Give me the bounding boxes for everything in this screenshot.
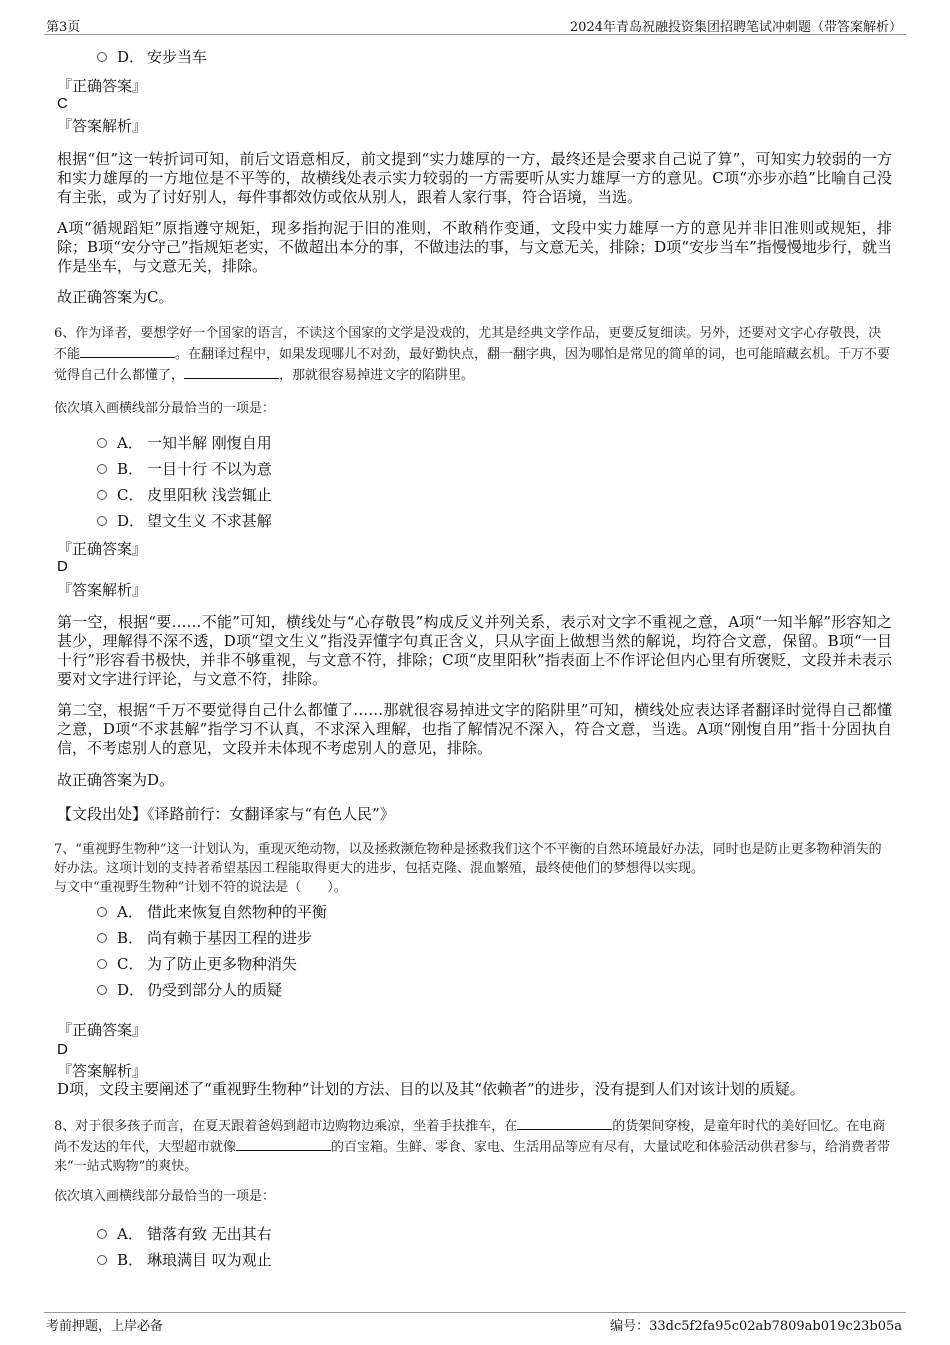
radio-icon[interactable]: [97, 490, 107, 500]
q6-source: 【文段出处】《译路前行：女翻译家与“有色人民”》: [57, 805, 395, 823]
q5-answer-label: 『正确答案』: [57, 77, 148, 95]
q7-option-c[interactable]: C． 为了防止更多物种消失: [97, 953, 297, 975]
q8-option-b[interactable]: B． 琳琅满目 叹为观止: [97, 1249, 272, 1271]
q7-stem: 7、“重视野生物种”这一计划认为，重现灭绝动物，以及拯救濒危物种是拯救我们这个不平衡的自然环境最好办法，同时也是防止更多物种消失的好办法。这项计划的支持者希望基因工程能取得更大的进步，包括克隆、混血繁殖，最终使他们的梦想得以实现。: [54, 842, 882, 876]
q5-analysis-p2: A项“循规蹈矩”原指遵守规矩，现多指拘泥于旧的准则，不敢稍作变通，文段中实力雄厚一方的意见并非旧准则或规矩，排除；B项“安分守己”指规矩老实，不做超出本分的事，不做违法的事，与文意无关，排除；D项“安步当车”指慢慢地步行，就当作是坐车，与文意无关，排除。: [57, 219, 892, 275]
q8-option-a[interactable]: A． 错落有致 无出其右: [97, 1223, 272, 1245]
q7-option-a[interactable]: A． 借此来恢复自然物种的平衡: [97, 901, 327, 923]
q7-option-d[interactable]: D． 仍受到部分人的质疑: [97, 979, 282, 1001]
q6-option-c[interactable]: C． 皮里阳秋 浅尝辄止: [97, 484, 272, 506]
radio-icon[interactable]: [97, 933, 107, 943]
q6-option-a[interactable]: A． 一知半解 刚愎自用: [97, 432, 272, 454]
q6-prompt: 依次填入画横线部分最恰当的一项是：: [54, 401, 276, 416]
page-number: 第3页: [46, 20, 81, 35]
q6-answer-label: 『正确答案』: [57, 540, 148, 558]
q5-option-d[interactable]: D． 安步当车: [97, 46, 207, 68]
radio-icon[interactable]: [97, 985, 107, 995]
q7-answer-label: 『正确答案』: [57, 1021, 148, 1039]
q6-analysis-p2: 第二空，根据“千万不要觉得自己什么都懂了……那就很容易掉进文字的陷阱里”可知，横线处应表达译者翻译时觉得自己都懂之意，D项“不求甚解”指学习不认真，不求深入理解，也指了解情况不深入，符合文意，当选。A项“刚愎自用”指十分固执自信，不考虑别人的意见，文段并未体现不考虑别人的意见，排除。: [57, 701, 892, 757]
radio-icon[interactable]: [97, 907, 107, 917]
q8-stem: 8、对于很多孩子而言，在夏天跟着爸妈到超市边购物边乘凉，坐着手扶推车，在 的货架间穿梭，是童年时代的美好回忆。在电商尚不发达的年代，大型超市就像 的百宝箱。生鲜、零食、家电、生活用品等应有尽有，大量试吃和体验活动供君参与，给消费者带来“一站式购物”的爽快。: [54, 1115, 894, 1176]
q7-option-b[interactable]: B． 尚有赖于基因工程的进步: [97, 927, 312, 949]
q5-answer: C: [57, 95, 68, 112]
q6-blank-2: [184, 364, 279, 379]
q6-analysis-p3: 故正确答案为D。: [57, 771, 175, 789]
q5-analysis-p3: 故正确答案为C。: [57, 288, 174, 306]
q6-option-b[interactable]: B． 一目十行 不以为意: [97, 458, 272, 480]
q5-analysis-label: 『答案解析』: [57, 117, 148, 135]
radio-icon[interactable]: [97, 52, 107, 62]
document-title: 2024年青岛祝融投资集团招聘笔试冲刺题（带答案解析）: [569, 20, 902, 35]
q7-analysis-label: 『答案解析』: [57, 1062, 148, 1080]
radio-icon[interactable]: [97, 464, 107, 474]
radio-icon[interactable]: [97, 1255, 107, 1265]
q6-option-d[interactable]: D． 望文生义 不求甚解: [97, 510, 272, 532]
q6-answer: D: [57, 558, 68, 575]
radio-icon[interactable]: [97, 959, 107, 969]
document-id: 编号：33dc5f2fa95c02ab7809ab019c23b05a: [610, 1319, 902, 1334]
q8-blank-1: [517, 1115, 612, 1130]
q7-prompt: 与文中“重视野生物种”计划不符的说法是（ ）。: [54, 880, 347, 895]
q6-stem: 6、作为译者，要想学好一个国家的语言，不读这个国家的文学是没戏的，尤其是经典文学作品，更要反复细读。另外，还要对文字心存敬畏，决不能 。在翻译过程中，如果发现哪儿不对劲，最好勤快点，翻一翻字典，因为哪怕是常见的简单的词，也可能暗藏玄机。千万不要觉得自己什么都懂了， ，那就很容易掉进文字的陷阱里。: [54, 326, 891, 383]
q8-prompt: 依次填入画横线部分最恰当的一项是：: [54, 1189, 276, 1204]
page-header: [44, 14, 906, 35]
q6-analysis-label: 『答案解析』: [57, 581, 148, 599]
q5-analysis-p1: 根据“但”这一转折词可知，前后文语意相反，前文提到“实力雄厚的一方，最终还是会要求自己说了算”，可知实力较弱的一方和实力雄厚的一方地位是不平等的，故横线处表示实力较弱的一方需要听从实力雄厚一方的意见。C项“亦步亦趋”比喻自己没有主张，或为了讨好别人，每件事都效仿或依从别人，跟着人家行事，符合语境，当选。: [57, 150, 892, 206]
page-footer: [44, 1312, 906, 1337]
q7-analysis: D项，文段主要阐述了“重视野生物种”计划的方法、目的以及其“依赖者”的进步，没有提到人们对该计划的质疑。: [57, 1080, 805, 1098]
radio-icon[interactable]: [97, 1229, 107, 1239]
q6-blank-1: [80, 343, 175, 358]
q8-blank-2: [236, 1136, 331, 1151]
radio-icon[interactable]: [97, 516, 107, 526]
q6-analysis-p1: 第一空，根据“要……不能”可知，横线处与“心存敬畏”构成反义并列关系，表示对文字不重视之意，A项“一知半解”形容知之甚少，理解得不深不透，D项“望文生义”指没弄懂字句真正含义，只从字面上做想当然的解说，均符合文意，保留。B项“一目十行”形容看书极快，并非不够重视，与文意不符，排除；C项“皮里阳秋”指表面上不作评论但内心里有所褒贬，文段并未表示要对文字进行评论，与文意不符，排除。: [57, 613, 892, 688]
radio-icon[interactable]: [97, 438, 107, 448]
q7-answer: D: [57, 1041, 68, 1058]
footer-slogan: 考前押题，上岸必备: [46, 1319, 164, 1334]
